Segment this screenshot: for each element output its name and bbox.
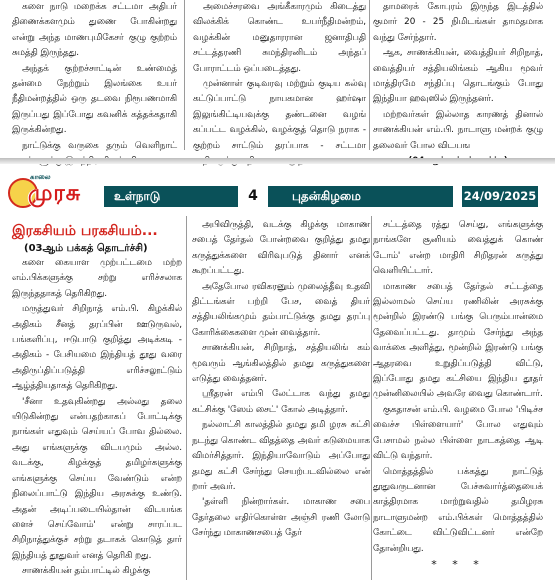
paragraph: 'தள்ளி நின்றார்கள். மாகாண சபை தேர்தலை எதிர்கொள்ள அஞ்சி ரணி லோடு சேர்ந்து மாகாணசபைத் தேர் [192,497,370,539]
paragraph: குகதாசன் எம்.பி. வழமை போல 'பிடிச்ச வைச்ச பிள்ளையார்' போல எதுவும் பேசாமல் நல்ல பிள்ளை நாடகத்தை ஆடி விட்டு வந்தார். [373,404,543,462]
paragraph: களை கையாள முற்பட்டமை மற்ற எம்.பிக்களுக்கு சற்று எரிச்சலாக இருந்ததாகத் தெரிகிறது. [12,258,182,299]
paragraph: அமைச்சரவை அங்கீகாரமும் கிடைத்து விலக்கிக் கொண்ட உயர்நீதிமன்றம், வழக்கின் மனுதாரரான ஜனாதிபதி சட்டத்தரணி சுமந்திரனிடம் அந்தப் போராட்டம் ஒப்படைத்தது. [193,2,366,74]
logo-text: முரசு [28,180,82,206]
column-divider [369,0,370,150]
paragraph: நல்லாட்சி காலத்தில் தமது தமி ழரசு கட்சி நடந்து கொண்ட விதத்தை அவர் கடுமையாக விமர்சித்தார். இந்தியாவோடும் அப்போது தமது கட்சி சேர்ந்து செயற்படவில்லை என் றார் அவர். [192,420,370,492]
article-column-2 [192,218,370,580]
column-divider [184,0,185,150]
paragraph: மாகாண சபைத் தேர்தல் சட்டத்தை இல்லாமல் செய்ய ரணிலின் அரசுக்கு மூன்றில் இரண்டு பங்கு பெரும்பான்மை தேவைப்பட்டது. தாமும் சேர்ந்து அந்த வாக்கை அளித்து, மூன்றில் இரண்டு பங்கு ஆதரவை உறுதிப்படுத்தி விட்டு, இப்போது தமது கட்சியை இந்திய தூதர் முன்னிலையில் அவரே வைது கொண்டார். [373,281,543,400]
end-mark: * * * [431,557,485,571]
top-column-3 [373,0,543,151]
paragraph: சாணக்கியன் தம்பாட்டில் கிழக்கு [22,566,151,577]
logo-subtext: காலை [30,173,51,181]
paragraph: களை நாடு மறைக்க சட்டமா அதிபர் திணைக்களமும் துணை போகின்றது என்று அந்த மாணபுமிகேசா் குழு குற்றம் சுமத்தி இருந்தது. [12,2,177,59]
newspaper-logo [8,174,100,208]
paragraph: முன்னாள் குடிவரவு மற்றும் குடிய கல்வு கட்டுப்பாட்டு நாயகமான ஹர்ஷா இலுங்கிட்டியவுக்கு தண்டனை வழங் கப்பட்ட வழக்கில், வழக்குத் தொடு நராக - குற்றம் சாட்டும் தரப்பாக - சட்டமா [193,79,366,151]
article-column-1 [12,256,182,580]
paragraph: மருத்துவர் சிறிநாத் எம்.பி. கிழக்கில் அதிகம் சீனத் தரப்பின் ஊடுருவல், பங்களிப்பு, ஈடுபாடு குறித்து அடிக்கடி - அதிகம் - பேசியமை இந்தியத் தூது வரை அதிருப்திப்படுத்தி எரிச்சலூட்டும் ஆழ்த்தியதாகத் தெரிகிறது. [12,304,182,392]
column-divider [371,216,372,580]
page-fold-divider [0,158,555,164]
top-column-1 [12,0,177,151]
continuation-note: (03ஆம் பக்கத் தொடர்ச்சி) [24,243,148,254]
paragraph: சட்டத்தை ரத்து செய்து, எங்களுக்கு நாங்களே சூனியம் வைத்துக் கொண் டோம்' என்ற மாதிரி சிறிதரன் கருத்து வெளியிட்டார். [373,220,543,277]
weekday-label: புதன்கிழமை [268,186,453,207]
paragraph: ஸ்ரீதரன் எம்பி லேட்டாக வந்து தமது கட்சிக்கு 'ஸேம் சைட்' கோல் அடித்தார். [192,389,370,415]
article-headline: இரகசியம் பரகசியம்... [12,223,158,239]
paragraph: சாணக்கியன், சிறிநாத், சத்தியலிங் கம் மூவரும் ஆங்கிலத்தில் தமது கருத்துகளை எடுத்து வைத்தனர். [192,343,370,385]
paragraph: அந்தக் குற்றச்சாட்டின் உண்மைத் தன்மை நேற்றும் இலங்கை உயர் நீதிமன்றத்தில் ஒரு தடவை நிரூபணமாகி இருப்பது இப்போது கவனிக் கத்தக்கதாகி இருக்கின்றது. [12,63,177,136]
paragraph: அபிவிருத்தி, வடக்கு கிழக்கு மாகாண சபைத் தேர்தல் போன்றவை குறித்து தமது கருத்துக்களை விரிவுபடுத் தினார் எனக் கூறப்பட்டது. [192,220,370,277]
paragraph: மொத்தத்தில் பக்கத்து நாட்டுத் தூதுவருடனான பேச்சுவார்த்தையைக் காத்திரமாக மாற்றுவதில் தமிழரசு நாடாளுமன்ற எம்.பிக்கள் மொத்தத்தில் கோட்டை விட்டுவிட்டனர் என்றே தோன்றியது. [373,466,543,554]
article-column-3 [373,218,543,580]
column-divider [186,216,187,580]
paragraph: 'சீனா உதவுகின்றது அல்லது தலை யிடுகின்றது என்பதற்காகப் போட்டிக்கு நாங்கள் எதுவும் செய்யப் போவ தில்லை. அது எங்களுக்கு விடயமும் அல்ல. வடக்கு, கிழக்குத் தமிழர்களுக்கு எங்களுக்கு செய்ய வேண்டும் என்ற நிலைப்பாட்டு இந்திய அரசுக்கு உண்டு. அதன் அடிப்படையில்தான் விடயங்க ளைச் செய்வோம்' என்று சாரப்பட சிறிநாத்துக்குச் சற்று தடாகக் கொடுத் தார் இந்தியத் தூதுவர் எனத் தெரிகி றது. [12,396,182,561]
paragraph: மற்றவர்கள் இல்லாத காரணத் தினால் சாணக்கியன் எம்.பி. நாடாளு மன்றக் குழு தலைவர் போல விடயங [373,109,543,151]
paragraph: ஆக, சாணக்கியன், வைத்தியர் சிறிநாத், வைத்தியர் சத்தியலிங்கம் ஆகிய மூவர் மாத்திரமே சந்திப்பு தொடங்கும் போது இந்தியா ஹவுஸில் இருந்தனர். [373,48,543,105]
date-label: 24/09/2025 [462,186,538,207]
paragraph: தாமரைக் கோபுரம் இருந்த இடத்தில் குமார் 20 - 25 நிமிடங்கள் தாமதமாக வந்து சேர்ந்தார். [373,2,543,43]
top-column-2 [193,0,366,151]
paragraph: அதேபோல ரவிகரனும் முலைத்தீவு உதவி திட்டங்கள் பற்றி பேச, வைத் தியர் சத்தியலிங்கமும் தம்பாட்டுக்கு தமது தரப்பு கோரிக்கைகளை முன் வைத்தார். [192,281,370,338]
page-number: 4 [248,188,258,204]
section-label: உள்நாடு [104,186,238,207]
paragraph: நாட்டுக்கு வருகை தரும் வெளிநாட் [22,140,177,151]
